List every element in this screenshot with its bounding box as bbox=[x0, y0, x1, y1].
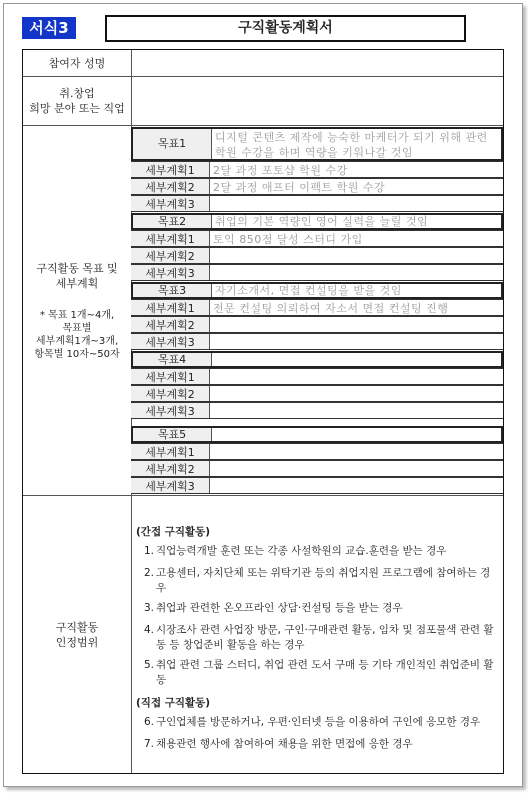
scope-item-text: 직업능력개발 훈련 또는 각종 사설학원의 교습.훈련을 받는 경우 bbox=[156, 545, 447, 557]
plan-note-line: 목표별 bbox=[62, 323, 92, 334]
participant-name-label: 참여자 성명 bbox=[48, 56, 106, 70]
sub-plan-row bbox=[131, 402, 503, 419]
participant-name-field[interactable] bbox=[132, 50, 503, 76]
goal-row bbox=[131, 426, 503, 443]
sub-plan-label: 세부계획1 bbox=[131, 300, 210, 315]
sub-plan-row bbox=[131, 477, 503, 494]
goal-row bbox=[131, 351, 503, 368]
scope-item-number: 4. bbox=[144, 624, 155, 636]
goal-row bbox=[131, 127, 503, 161]
sub-plan-row bbox=[131, 247, 503, 264]
sub-plan-row bbox=[131, 443, 503, 460]
sub-plan-row bbox=[131, 161, 503, 178]
goal-label: 목표3 bbox=[133, 284, 212, 297]
sub-plan-row bbox=[131, 460, 503, 477]
goal-row bbox=[131, 282, 503, 299]
plan-label-line2: 세부계획 bbox=[55, 277, 99, 290]
scope-item bbox=[136, 544, 496, 559]
goal-label: 목표2 bbox=[133, 215, 212, 228]
sub-plan-label: 세부계획1 bbox=[131, 369, 210, 384]
sub-plan-label: 세부계획3 bbox=[131, 196, 210, 211]
goal-text[interactable]: 취업의 기본 역량인 영어 실력을 늘릴 것임 bbox=[215, 215, 429, 228]
sub-plan-text[interactable]: 토익 850점 달성 스터디 가입 bbox=[213, 233, 363, 246]
plan-note-line: * 목표 1개~4개, bbox=[39, 310, 115, 321]
sub-plan-label: 세부계획3 bbox=[131, 403, 210, 418]
goal-text[interactable]: 디지털 콘텐츠 제작에 능숙한 마케터가 되기 위해 관련 학원 수강을 하며 역량을 키워나갈 것임 bbox=[215, 131, 488, 159]
document-title: 구직활동계획서 bbox=[105, 15, 466, 42]
scope-item bbox=[136, 566, 496, 596]
sub-plan-row bbox=[131, 316, 503, 333]
plan-note-line: 세부계획1개~3개, bbox=[35, 336, 119, 347]
goal-text[interactable]: 자기소개서, 면접 컨설팅을 받을 것임 bbox=[215, 284, 402, 297]
sub-plan-label: 세부계획2 bbox=[131, 386, 210, 401]
scope-item-text: 취업과 관련한 온오프라인 상담·컨설팅 등을 받는 경우 bbox=[156, 602, 403, 614]
scope-item-number: 2. bbox=[144, 567, 155, 579]
scope-item bbox=[136, 658, 496, 688]
scope-item-number: 1. bbox=[144, 545, 155, 557]
scope-item-text: 채용관련 행사에 참여하여 채용을 위한 면접에 응한 경우 bbox=[156, 738, 413, 750]
sub-plan-row bbox=[131, 299, 503, 316]
goal-label: 목표4 bbox=[133, 353, 212, 366]
direct-activity-heading: (직접 구직활동) bbox=[136, 697, 211, 709]
desired-field-label bbox=[23, 77, 131, 125]
scope-label bbox=[23, 496, 131, 773]
scope-item-text: 취업 관련 그룹 스터디, 취업 관련 도서 구매 등 기타 개인적인 취업준비 활동 bbox=[156, 659, 494, 686]
sub-plan-row bbox=[131, 385, 503, 402]
scope-item bbox=[136, 623, 496, 653]
sub-plan-label: 세부계획1 bbox=[131, 231, 210, 246]
sub-plan-row bbox=[131, 264, 503, 281]
scope-item-text: 고용센터, 자치단체 또는 위탁기관 등의 취업지원 프로그램에 참여하는 경우 bbox=[156, 567, 491, 594]
sub-plan-text[interactable]: 2달 과정 애프터 이펙트 학원 수강 bbox=[213, 181, 386, 194]
sub-plan-text[interactable]: 2달 과정 포토샵 학원 수강 bbox=[213, 164, 348, 177]
plan-form bbox=[22, 49, 504, 774]
goal-label: 목표5 bbox=[133, 428, 212, 441]
sub-plan-label: 세부계획1 bbox=[131, 444, 210, 459]
scope-item bbox=[136, 715, 496, 730]
sub-plan-row bbox=[131, 195, 503, 212]
plan-label-line1: 구직활동 목표 및 bbox=[36, 262, 118, 275]
plan-note bbox=[34, 309, 119, 361]
scope-label-line1: 구직활동 bbox=[55, 620, 99, 634]
goal-label: 목표1 bbox=[133, 129, 212, 159]
scope-item-number: 5. bbox=[144, 659, 155, 671]
sub-plan-label: 세부계획2 bbox=[131, 317, 210, 332]
sub-plan-label: 세부계획3 bbox=[131, 478, 210, 493]
scope-item bbox=[136, 737, 496, 752]
indirect-activity-heading: (간접 구직활동) bbox=[136, 526, 211, 538]
sub-plan-row bbox=[131, 178, 503, 195]
sub-plan-label: 세부계획2 bbox=[131, 461, 210, 476]
scope-item-number: 3. bbox=[144, 602, 155, 614]
scope-item-text: 구인업체를 방문하거나, 우편·인터넷 등을 이용하여 구인에 응모한 경우 bbox=[156, 716, 481, 728]
scope-item-number: 6. bbox=[144, 716, 155, 728]
sub-plan-label: 세부계획3 bbox=[131, 334, 210, 349]
sub-plan-row bbox=[131, 368, 503, 385]
sub-plan-row bbox=[131, 230, 503, 247]
desired-field-label-line2: 희망 분야 또는 직업 bbox=[29, 102, 125, 115]
sub-plan-label: 세부계획3 bbox=[131, 265, 210, 280]
sub-plan-label: 세부계획2 bbox=[131, 248, 210, 263]
plan-note-line: 항목별 10자~50자 bbox=[34, 349, 120, 360]
scope-item bbox=[136, 601, 496, 616]
scope-label-line2: 인정범위 bbox=[55, 635, 99, 649]
desired-field-label-line1: 취.창업 bbox=[59, 87, 95, 100]
scope-item-number: 7. bbox=[144, 738, 155, 750]
goal-row bbox=[131, 213, 503, 230]
sub-plan-label: 세부계획2 bbox=[131, 179, 210, 194]
plan-section-label bbox=[23, 126, 131, 496]
sub-plan-row bbox=[131, 333, 503, 350]
form-number-badge: 서식3 bbox=[22, 17, 76, 39]
sub-plan-label: 세부계획1 bbox=[131, 162, 210, 177]
sub-plan-text[interactable]: 전문 컨설팅 의뢰하여 자소서 면접 컨설팅 진행 bbox=[213, 302, 449, 315]
scope-item-text: 시장조사 관련 사업장 방문, 구인·구매관련 활동, 임차 및 점포물색 관련 활동 등 창업준비 활동을 하는 경우 bbox=[156, 624, 494, 651]
desired-field-input[interactable] bbox=[132, 77, 503, 125]
